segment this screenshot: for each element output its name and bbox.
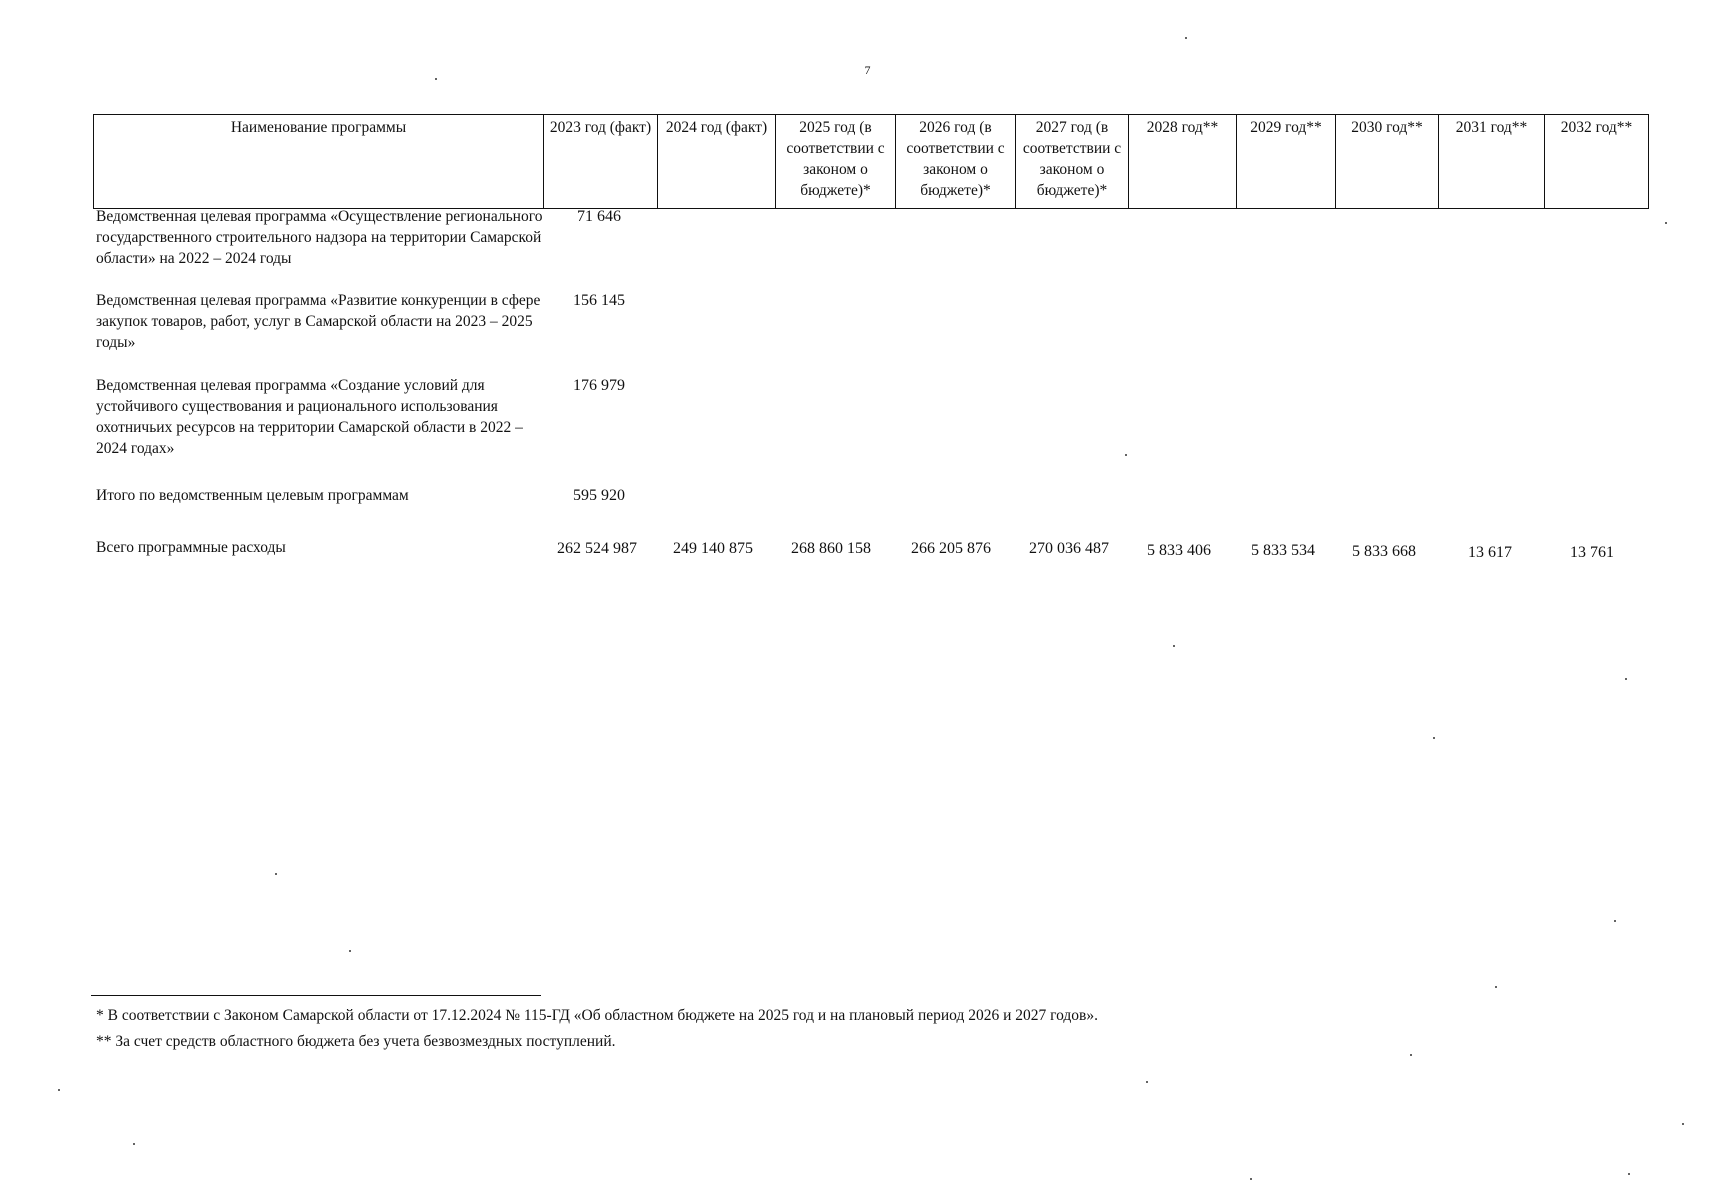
value-2026-total: 266 205 876 xyxy=(911,540,991,557)
header-2029: 2029 год** xyxy=(1237,115,1336,209)
header-2032: 2032 год** xyxy=(1545,115,1649,209)
header-2023: 2023 год (факт) xyxy=(544,115,658,209)
value-2032-total: 13 761 xyxy=(1570,544,1614,561)
table-header xyxy=(93,114,1649,209)
header-2025: 2025 год (в соответствии с законом о бюджете)* xyxy=(776,115,896,209)
value-2030-total: 5 833 668 xyxy=(1352,543,1416,560)
value-2023-hunting-resources: 176 979 xyxy=(573,377,625,394)
value-2023-procurement-competition: 156 145 xyxy=(573,292,625,309)
header-2030: 2030 год** xyxy=(1336,115,1439,209)
header-2024: 2024 год (факт) xyxy=(658,115,776,209)
program-name-total-program-expenses: Всего программные расходы xyxy=(96,539,286,556)
value-2023-total: 262 524 987 xyxy=(557,540,637,557)
value-2029-total: 5 833 534 xyxy=(1251,542,1315,559)
value-2031-total: 13 617 xyxy=(1468,544,1512,561)
value-2025-total: 268 860 158 xyxy=(791,540,871,557)
footnote-regional-budget: ** За счет средств областного бюджета без учета безвозмездных поступлений. xyxy=(96,1033,616,1050)
program-name-hunting-resources: Ведомственная целевая программа «Создание условий для устойчивого существования и рационального использования охотничьих ресурсов на территории Самарской области в 2022 – 2024 годах» xyxy=(96,377,523,457)
value-2028-total: 5 833 406 xyxy=(1147,542,1211,559)
header-program-name: Наименование программы xyxy=(94,115,544,209)
program-name-departmental-total: Итого по ведомственным целевым программам xyxy=(96,487,409,504)
value-2027-total: 270 036 487 xyxy=(1029,540,1109,557)
program-name-construction-supervision: Ведомственная целевая программа «Осуществление регионального государственного строительного надзора на территории Самарской области» на 2022 – 2024 годы xyxy=(96,208,543,267)
header-2026: 2026 год (в соответствии с законом о бюджете)* xyxy=(896,115,1016,209)
header-2027: 2027 год (в соответствии с законом о бюджете)* xyxy=(1016,115,1129,209)
footnote-budget-law: * В соответствии с Законом Самарской области от 17.12.2024 № 115-ГД «Об областном бюджете на 2025 год и на плановый период 2026 и 2027 годов». xyxy=(96,1007,1098,1024)
header-2028: 2028 год** xyxy=(1129,115,1237,209)
page-number: 7 xyxy=(864,63,871,77)
value-2023-construction-supervision: 71 646 xyxy=(577,208,621,225)
header-2031: 2031 год** xyxy=(1439,115,1545,209)
footnote-divider xyxy=(91,995,541,996)
value-2024-total: 249 140 875 xyxy=(673,540,753,557)
value-2023-departmental-total: 595 920 xyxy=(573,487,625,504)
program-name-procurement-competition: Ведомственная целевая программа «Развитие конкуренции в сфере закупок товаров, работ, услуг в Самарской области на 2023 – 2025 годы» xyxy=(96,292,541,351)
